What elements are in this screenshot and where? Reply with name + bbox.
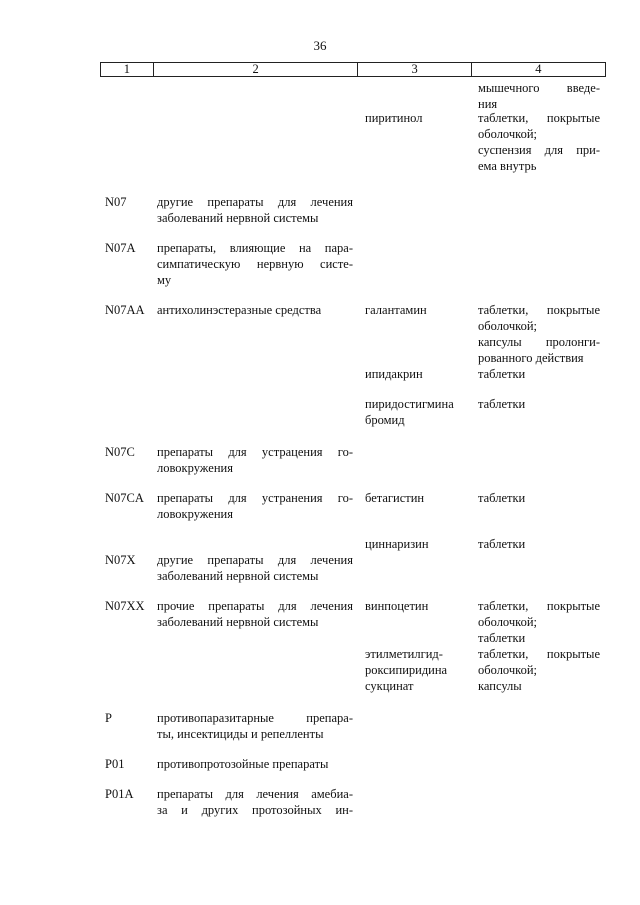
group-name-cell: [157, 710, 353, 742]
drug-name-cell: [365, 490, 473, 506]
drug-name: ипидакрин: [365, 367, 423, 381]
dosage-forms: таблетки, покрытые: [478, 599, 600, 613]
dosage-forms: таблетки: [478, 631, 526, 645]
atc-code-cell: N07X: [105, 553, 136, 567]
group-name: прочие препараты для лечения: [157, 599, 353, 613]
dosage-forms: оболочкой;: [478, 127, 537, 141]
group-name-cell: [157, 302, 353, 318]
page-number: 36: [313, 38, 327, 53]
group-name: препараты для лечения амебиа-: [157, 787, 353, 801]
header-col-4: 4: [471, 63, 605, 77]
atc-code-cell: N07XX: [105, 599, 145, 613]
header-col-1: 1: [101, 63, 154, 77]
dosage-forms: ния: [478, 97, 498, 111]
drug-name-cell: [365, 536, 473, 552]
table-row: [0, 598, 640, 646]
group-name: препараты для устранения го-: [157, 491, 353, 505]
atc-code-cell: P01: [105, 757, 125, 771]
table-row: [0, 710, 640, 742]
group-name: другие препараты для лечения: [157, 553, 353, 567]
dosage-forms-cell: [478, 598, 600, 646]
table-row: [0, 240, 640, 288]
drug-name: этилметилгид-: [365, 647, 443, 661]
dosage-forms: мышечного введе-: [478, 81, 600, 95]
dosage-forms: суспензия для при-: [478, 143, 600, 157]
table-row: [0, 194, 640, 226]
table-row: [0, 80, 640, 110]
group-name: симпатическую нервную систе-: [157, 257, 353, 271]
drug-name: роксипиридина: [365, 663, 448, 677]
drug-name: бромид: [365, 413, 405, 427]
drug-name: сукцинат: [365, 679, 414, 693]
group-name-cell: [157, 552, 353, 584]
group-name: му: [157, 273, 172, 287]
table-row: [0, 396, 640, 428]
dosage-forms: оболочкой;: [478, 663, 537, 677]
group-name-cell: [157, 240, 353, 288]
drug-name: винпоцетин: [365, 599, 429, 613]
table-row: [0, 646, 640, 694]
dosage-forms: ема внутрь: [478, 159, 537, 173]
table-row: [0, 552, 640, 584]
atc-code-cell: P01A: [105, 787, 134, 801]
dosage-forms-cell: [478, 110, 600, 174]
table-row: [0, 366, 640, 382]
dosage-forms: таблетки, покрытые: [478, 647, 600, 661]
atc-code-cell: P: [105, 711, 112, 725]
dosage-forms: оболочкой;: [478, 615, 537, 629]
dosage-forms: рованного действия: [478, 351, 584, 365]
drug-name: галантамин: [365, 303, 427, 317]
group-name: другие препараты для лечения: [157, 195, 353, 209]
atc-code-cell: N07CA: [105, 491, 144, 505]
header-col-3: 3: [358, 63, 471, 77]
dosage-forms-cell: [478, 366, 600, 382]
drug-name-cell: [365, 598, 473, 614]
group-name: за и других протозойных ин-: [157, 803, 353, 817]
dosage-forms: таблетки: [478, 537, 526, 551]
table-row: [0, 490, 640, 522]
dosage-forms-cell: [478, 536, 600, 552]
drug-name-cell: [365, 366, 473, 382]
group-name: противопаразитарные препара-: [157, 711, 353, 725]
group-name: ловокружения: [157, 507, 233, 521]
atc-code-cell: N07AA: [105, 303, 145, 317]
group-name-cell: [157, 598, 353, 630]
table-row: [0, 786, 640, 818]
dosage-forms-cell: [478, 646, 600, 694]
dosage-forms-cell: [478, 80, 600, 112]
table-header: [100, 62, 606, 77]
group-name: заболеваний нервной системы: [157, 615, 319, 629]
group-name-cell: [157, 786, 353, 818]
group-name-cell: [157, 756, 353, 772]
drug-name: пиритинол: [365, 111, 423, 125]
group-name: ловокружения: [157, 461, 233, 475]
group-name: препараты, влияющие на пара-: [157, 241, 353, 255]
header-col-2: 2: [153, 63, 358, 77]
dosage-forms-cell: [478, 490, 600, 506]
group-name: антихолинэстеразные средства: [157, 303, 322, 317]
atc-code-cell: N07: [105, 195, 127, 209]
table-row: [0, 756, 640, 772]
group-name-cell: [157, 444, 353, 476]
group-name: препараты для устрацения го-: [157, 445, 353, 459]
drug-name-cell: [365, 646, 473, 694]
drug-name: пиридостигмина: [365, 397, 454, 411]
drug-name-cell: [365, 110, 473, 126]
dosage-forms: капсулы пролонги-: [478, 335, 600, 349]
table-row: [0, 536, 640, 552]
dosage-forms: капсулы: [478, 679, 522, 693]
drug-name: бетагистин: [365, 491, 425, 505]
group-name-cell: [157, 490, 353, 522]
drug-name-cell: [365, 396, 473, 428]
atc-code-cell: N07A: [105, 241, 136, 255]
drug-name-cell: [365, 302, 473, 318]
dosage-forms: таблетки: [478, 491, 526, 505]
dosage-forms: таблетки: [478, 367, 526, 381]
table-row: [0, 110, 640, 174]
group-name-cell: [157, 194, 353, 226]
group-name: заболеваний нервной системы: [157, 211, 319, 225]
dosage-forms: таблетки: [478, 397, 526, 411]
table-row: [0, 444, 640, 476]
group-name: противопротозойные препараты: [157, 757, 329, 771]
dosage-forms: оболочкой;: [478, 319, 537, 333]
table-body: [0, 80, 640, 818]
group-name: заболеваний нервной системы: [157, 569, 319, 583]
group-name: ты, инсектициды и репелленты: [157, 727, 324, 741]
dosage-forms-cell: [478, 302, 600, 366]
dosage-forms-cell: [478, 396, 600, 412]
table-row: [0, 302, 640, 366]
dosage-forms: таблетки, покрытые: [478, 111, 600, 125]
drug-name: циннаризин: [365, 537, 429, 551]
dosage-forms: таблетки, покрытые: [478, 303, 600, 317]
atc-code-cell: N07C: [105, 445, 135, 459]
